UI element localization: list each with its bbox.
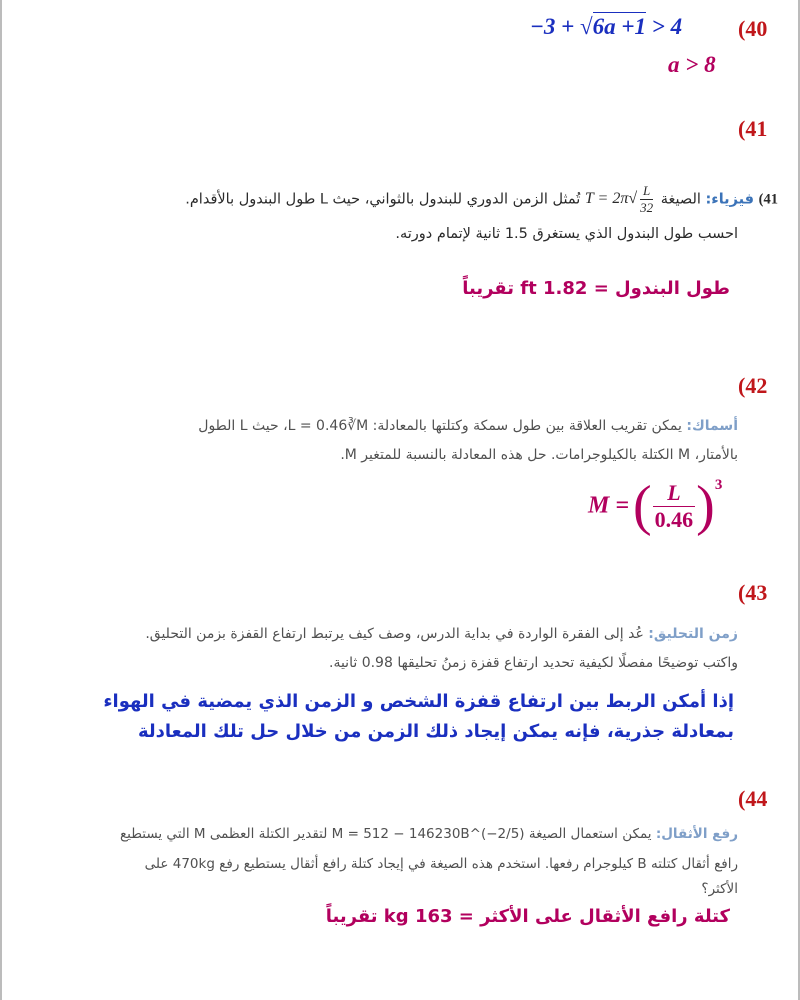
formula-lhs: T = 2π — [584, 190, 629, 208]
question-42-text-line1 — [18, 418, 738, 434]
answer-exponent: 3 — [714, 477, 723, 494]
weightlifting-keyword: رفع الأثقال: — [655, 826, 738, 842]
answer-fraction — [652, 480, 697, 533]
question-43-text-line2: واكتب توضيحًا مفصلًا لكيفية تحديد ارتفاع قفزة زمنُ تحليقها 0.98 ثانية. — [329, 655, 738, 671]
question-42-answer — [588, 475, 723, 537]
question-43-text-line1 — [18, 626, 738, 642]
question-43-answer-line1: إذا أمكن الربط بين ارتفاع قفزة الشخص و الزمن الذي يمضية في الهواء — [103, 691, 734, 712]
equation-lhs: −3 + — [530, 14, 575, 39]
sqrt-icon: √ — [628, 190, 638, 208]
formula-fraction — [637, 183, 656, 216]
pendulum-formula — [585, 183, 656, 216]
question-41-answer: طول البندول = 1.82 ft تقريباً — [462, 278, 730, 299]
fraction-denominator: 0.46 — [654, 506, 694, 532]
right-paren-icon: ) — [696, 475, 715, 537]
question-44-text-line3: الأكثر؟ — [701, 881, 738, 897]
answer-lhs: M = — [588, 492, 630, 519]
question-44-text-line2: رافع أثقال كتلته B كيلوجرام رفعها. استخدم هذه الصيغة في إيجاد كتلة رافع أثقال يستطيع رفع 470kg على — [144, 856, 738, 872]
question-43-number: (43 — [738, 580, 768, 605]
question-41-number: (41 — [738, 116, 768, 141]
equation-rhs: > 4 — [651, 14, 683, 39]
question-44-number: (44 — [738, 786, 768, 811]
question-43-answer-line2: بمعادلة جذرية، فإنه يمكن إيجاد ذلك الزمن من خلال حل تلك المعادلة — [137, 721, 734, 742]
text-segment: تُمثل الزمن الدوري للبندول بالثواني، حيث L طول البندول بالأقدام. — [185, 191, 581, 208]
flight-time-keyword: زمن التحليق: — [648, 626, 738, 642]
fraction-numerator: L — [640, 183, 653, 200]
fraction-numerator: L — [653, 480, 694, 507]
question-40-equation — [530, 14, 682, 40]
equation-radicand: 6a +1 — [592, 14, 647, 39]
fish-keyword: أسماك: — [686, 418, 738, 434]
question-42-text-line2: بالأمتار، M الكتلة بالكيلوجرامات. حل هذه المعادلة بالنسبة للمتغير M. — [340, 447, 738, 463]
fraction-denominator: 32 — [640, 200, 654, 215]
question-44-answer: كتلة رافع الأثقال على الأكثر = 163 kg تقريباً — [325, 906, 730, 927]
problem-number: 41) — [758, 191, 778, 208]
question-44-text-line1 — [18, 826, 738, 842]
question-41-text-line1 — [18, 183, 778, 216]
question-41-text-line2: احسب طول البندول الذي يستغرق 1.5 ثانية لإتمام دورته. — [395, 226, 738, 242]
question-40-number: (40 — [738, 16, 768, 41]
question-42-number: (42 — [738, 373, 768, 398]
sqrt-icon: √ — [580, 14, 593, 39]
page-border-left — [0, 0, 2, 1000]
text-segment: الصيغة — [660, 191, 701, 208]
question-40-solution: a > 8 — [668, 52, 716, 77]
text-segment: عُد إلى الفقرة الواردة في بداية الدرس، وصف كيف يرتبط ارتفاع القفزة بزمن التحليق. — [145, 626, 644, 642]
text-segment: يمكن تقريب العلاقة بين طول سمكة وكتلتها بالمعادلة: L = 0.46∛M، حيث L الطول — [198, 418, 682, 434]
physics-keyword: فيزياء: — [705, 191, 755, 208]
left-paren-icon: ( — [633, 475, 652, 537]
text-segment: يمكن استعمال الصيغة M = 512 − 146230B^(−2/5) لتقدير الكتلة العظمى M التي يستطيع — [119, 826, 652, 842]
